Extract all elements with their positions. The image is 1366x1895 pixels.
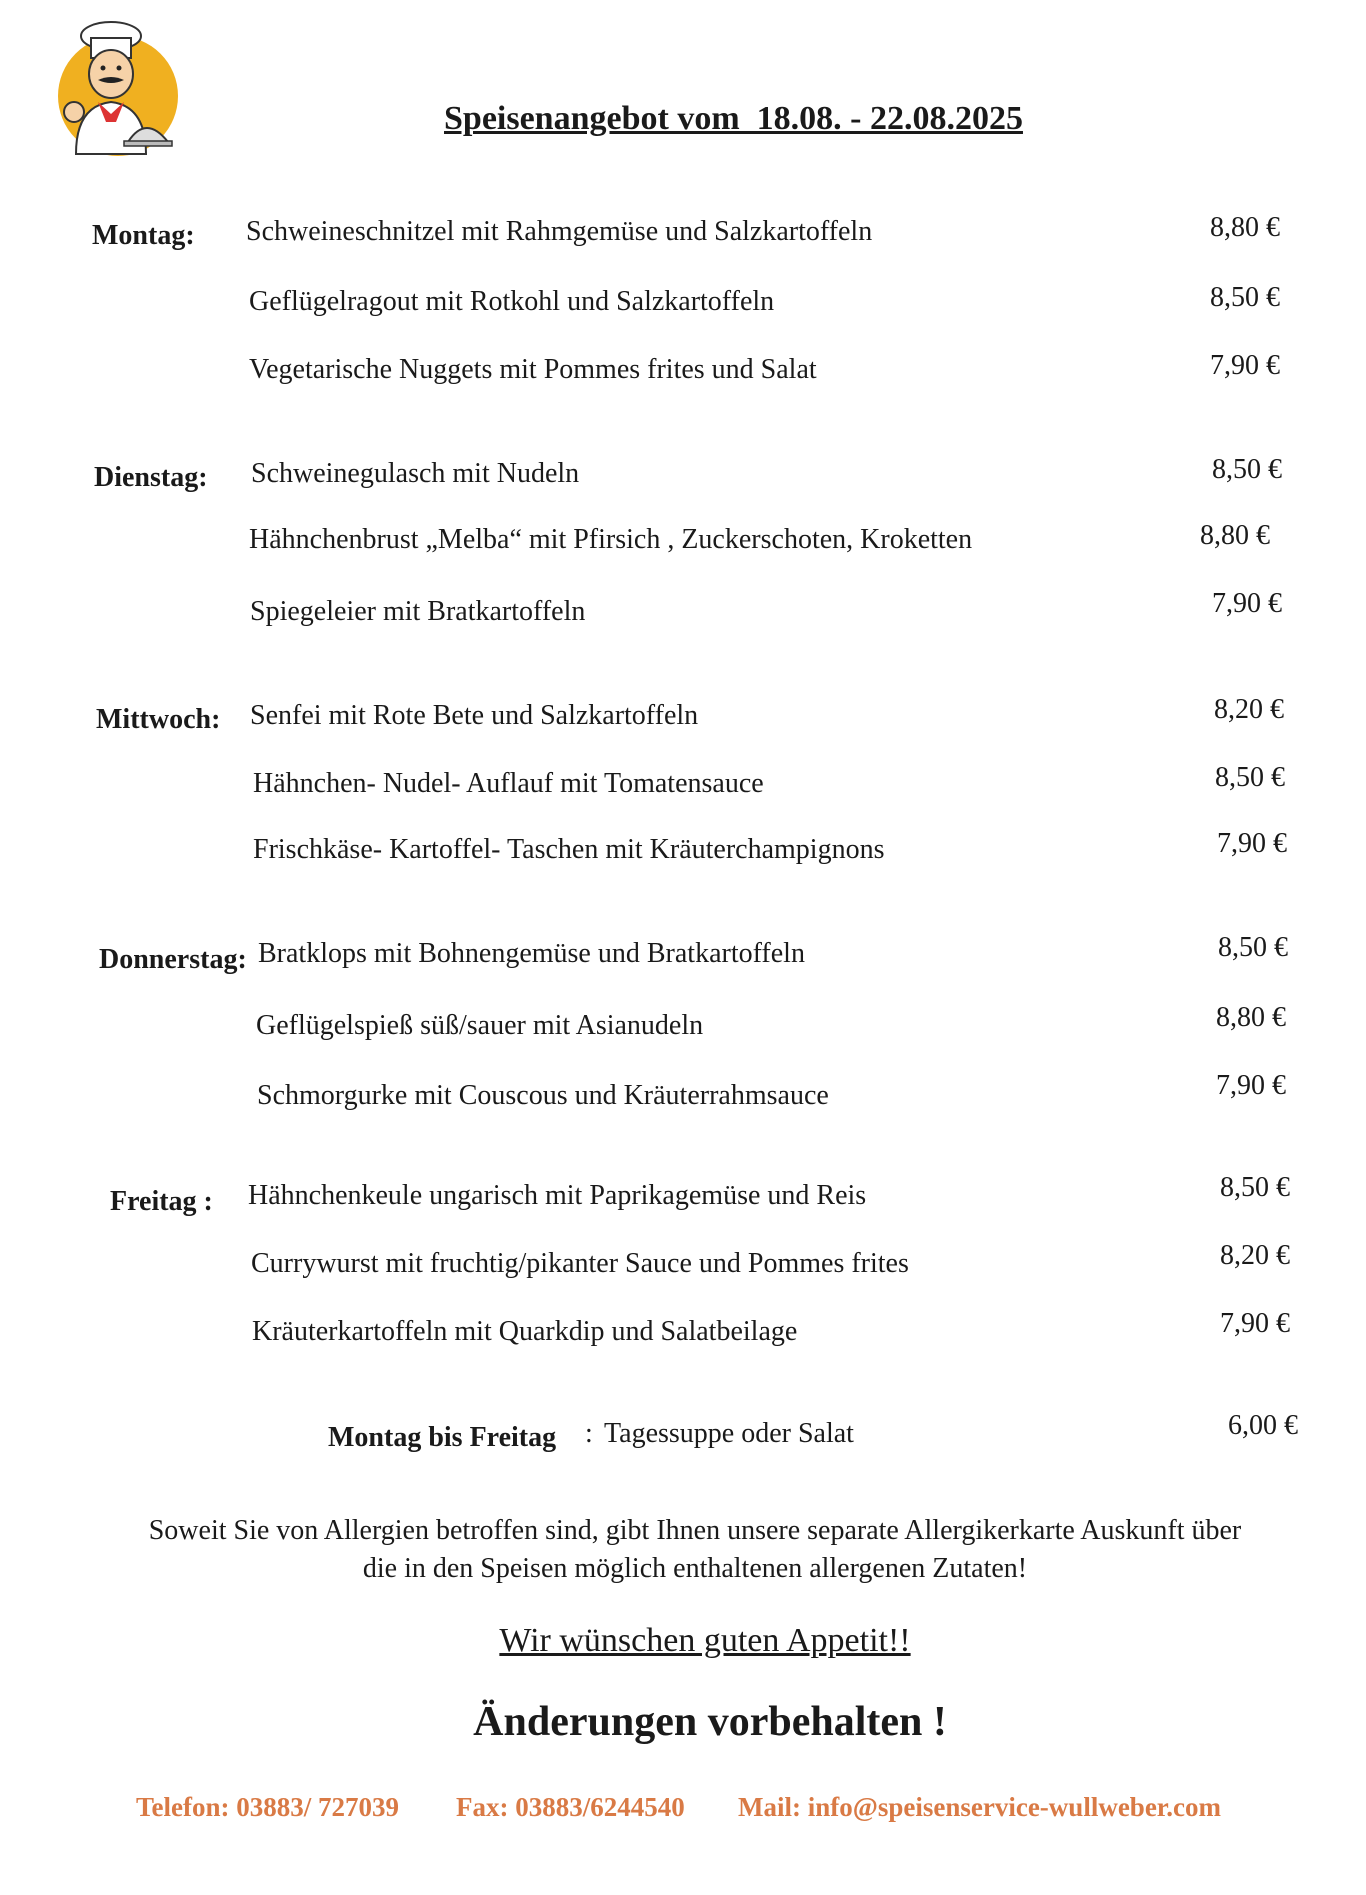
soup-label: Montag bis Freitag [328,1422,557,1453]
day-label: Freitag : [110,1186,213,1217]
appetit-note: Wir wünschen guten Appetit!! [499,1622,911,1659]
soup-colon: : [585,1418,593,1449]
dish-price: 7,90 € [1212,588,1282,619]
dish-price: 7,90 € [1220,1308,1290,1339]
dish-price: 8,50 € [1218,932,1288,963]
allergy-line: die in den Speisen möglich enthaltenen allergenen Zutaten! [362,1553,1028,1584]
dish-name: Vegetarische Nuggets mit Pommes frites und Salat [249,354,817,385]
dish-name: Geflügelspieß süß/sauer mit Asianudeln [256,1010,704,1041]
dish-name: Hähnchenkeule ungarisch mit Paprikagemüse und Reis [248,1180,867,1211]
dish-name: Kräuterkartoffeln mit Quarkdip und Salatbeilage [252,1316,798,1347]
day-label: Mittwoch: [96,704,221,735]
allergy-note [100,1512,1290,1588]
dish-name: Currywurst mit fruchtig/pikanter Sauce und Pommes frites [251,1248,909,1279]
changes-note: Änderungen vorbehalten ! [473,1699,947,1745]
dish-price: 8,80 € [1210,212,1280,243]
dish-name: Schweineschnitzel mit Rahmgemüse und Salzkartoffeln [246,216,873,247]
dish-price: 7,90 € [1217,828,1287,859]
dish-name: Bratklops mit Bohnengemüse und Bratkartoffeln [258,938,805,969]
page-title: Speisenangebot vom 18.08. - 22.08.2025 [444,100,1023,137]
day-label: Montag: [92,220,195,251]
dish-price: 8,50 € [1220,1172,1290,1203]
dish-name: Spiegeleier mit Bratkartoffeln [250,596,586,627]
dish-name: Schmorgurke mit Couscous und Kräuterrahmsauce [257,1080,829,1111]
dish-price: 8,20 € [1220,1240,1290,1271]
dish-price: 7,90 € [1216,1070,1286,1101]
contact-fax: Fax: 03883/6244540 [456,1792,685,1822]
contact-phone: Telefon: 03883/ 727039 [136,1792,399,1822]
dish-price: 8,50 € [1215,762,1285,793]
dish-name: Schweinegulasch mit Nudeln [251,458,580,489]
dish-price: 8,20 € [1214,694,1284,725]
allergy-line: Soweit Sie von Allergien betroffen sind, gibt Ihnen unsere separate Allergikerkarte Auskunft über [148,1515,1242,1546]
dish-name: Frischkäse- Kartoffel- Taschen mit Kräuterchampignons [253,834,885,865]
dish-price: 8,80 € [1216,1002,1286,1033]
contact-mail: Mail: info@speisenservice-wullweber.com [738,1792,1222,1822]
day-label: Donnerstag: [99,944,247,975]
dish-name: Hähnchen- Nudel- Auflauf mit Tomatensauce [253,768,764,799]
dish-price: 8,80 € [1200,520,1270,551]
soup-text: Tagessuppe oder Salat [604,1418,854,1449]
chef-icon [36,14,186,164]
dish-price: 8,50 € [1210,282,1280,313]
dish-name: Senfei mit Rote Bete und Salzkartoffeln [250,700,699,731]
soup-price: 6,00 € [1228,1410,1298,1441]
dish-price: 8,50 € [1212,454,1282,485]
dish-name: Hähnchenbrust „Melba“ mit Pfirsich , Zuckerschoten, Kroketten [249,524,973,555]
dish-name: Geflügelragout mit Rotkohl und Salzkartoffeln [249,286,775,317]
day-label: Dienstag: [94,462,208,493]
dish-price: 7,90 € [1210,350,1280,381]
